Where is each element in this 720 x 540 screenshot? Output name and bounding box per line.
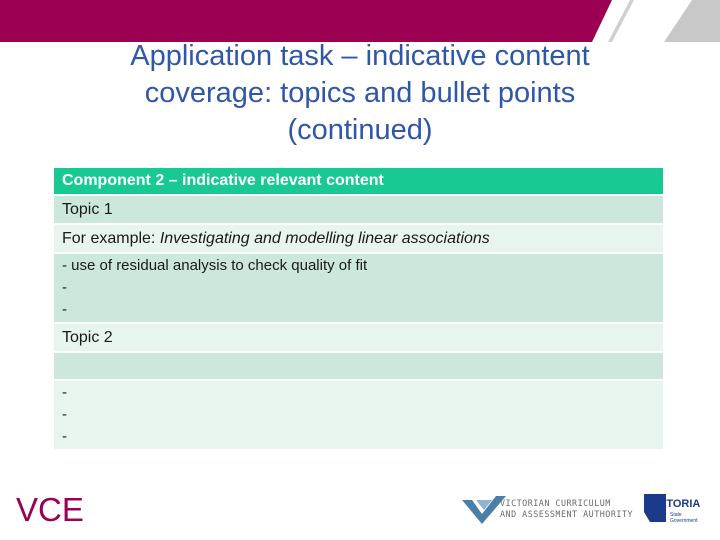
bullet-list-2	[54, 381, 663, 449]
title-line-2: coverage: topics and bullet points	[144, 77, 576, 109]
title-line-3: (continued)	[287, 114, 433, 146]
example-prefix: For example:	[62, 229, 160, 247]
bullet-item: -	[62, 384, 67, 401]
bullet-item: -	[62, 428, 67, 445]
bullet-item: -	[62, 279, 67, 296]
table-row	[54, 324, 663, 351]
table-row	[54, 196, 663, 223]
bullet-item: - use of residual analysis to check quality of fit	[62, 257, 368, 274]
example-topic: Investigating and modelling linear associations	[159, 229, 490, 247]
bullet-list-1	[54, 254, 663, 322]
example-cell	[54, 225, 663, 252]
table-header-cell: Component 2 – indicative relevant content	[54, 168, 663, 194]
banner-stripe	[0, 0, 612, 42]
bullet-item: -	[62, 406, 67, 423]
top-banner	[0, 0, 720, 42]
content-table	[54, 166, 663, 451]
blank-cell	[54, 353, 663, 379]
vic-logo-sub2: Government	[670, 518, 698, 524]
vic-logo-sub1: State	[670, 512, 682, 518]
table-header-row	[54, 168, 663, 194]
table-row	[54, 381, 663, 449]
bullet-item: -	[62, 301, 67, 318]
slide-title	[40, 38, 680, 149]
topic-2-label: Topic 2	[54, 324, 663, 351]
title-line-1: Application task – indicative content	[130, 40, 590, 72]
banner-slash-grey	[664, 0, 720, 42]
vcaa-wordmark	[500, 498, 633, 520]
table-row	[54, 225, 663, 252]
topic-1-label: Topic 1	[54, 196, 663, 223]
vic-logo-main: VICTORIA	[648, 498, 701, 510]
vcaa-line-2: AND ASSESSMENT AUTHORITY	[500, 509, 634, 519]
table-row	[54, 353, 663, 379]
victoria-state-government-logo	[644, 492, 706, 526]
table-row	[54, 254, 663, 322]
banner-slash-light	[608, 0, 634, 42]
vce-logo: VCE	[16, 491, 84, 528]
vcaa-line-1: VICTORIAN CURRICULUM	[500, 498, 611, 508]
